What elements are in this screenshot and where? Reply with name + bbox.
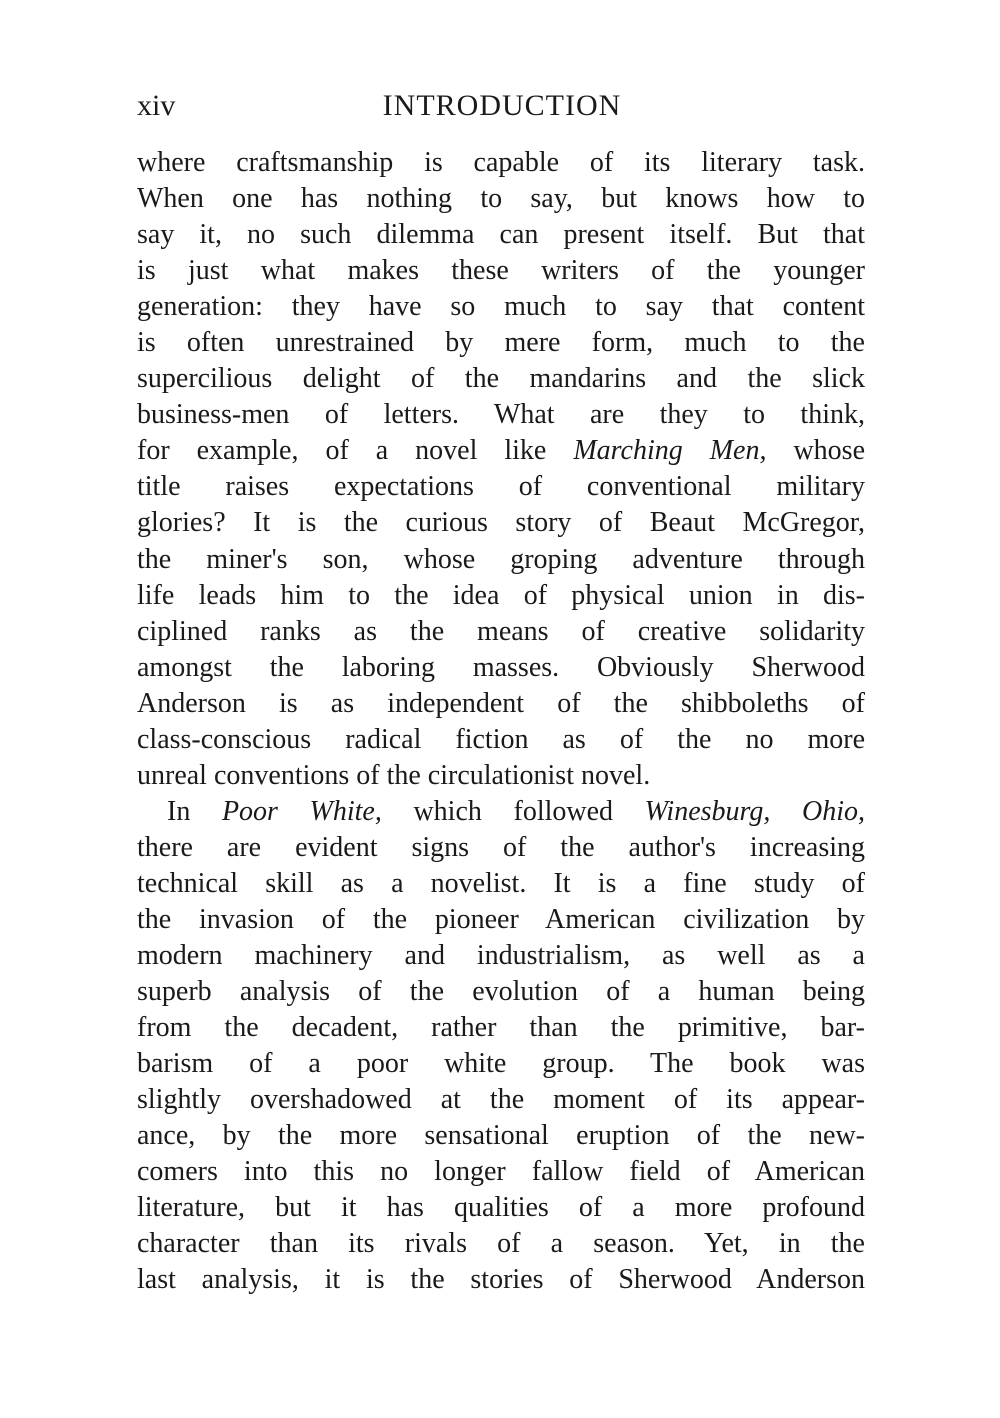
text-line: literature, but it has qualities of a more profound	[137, 1192, 865, 1224]
text-run: which followed	[381, 795, 645, 827]
text-line: there are evident signs of the author's increasing	[137, 831, 865, 863]
text-line: When one has nothing to say, but knows how to	[137, 183, 865, 215]
text-line	[137, 433, 865, 469]
text-line	[137, 794, 865, 830]
text-line: Anderson is as independent of the shibboleths of	[137, 687, 865, 719]
running-title: INTRODUCTION	[382, 89, 622, 122]
text-line: comers into this no longer fallow field of American	[137, 1156, 865, 1188]
text-line: modern machinery and industrialism, as well as a	[137, 940, 865, 972]
text-line: ance, by the more sensational eruption of the new-	[137, 1120, 865, 1152]
text-line: say it, no such dilemma can present itself. But that	[137, 219, 865, 251]
book-title-poor-white: Poor White,	[221, 795, 382, 827]
text-line: the miner's son, whose groping adventure through	[137, 543, 865, 575]
text-line: last analysis, it is the stories of Sherwood Anderson	[137, 1264, 865, 1296]
text-line: supercilious delight of the mandarins and the slick	[137, 363, 865, 395]
book-title-winesburg-ohio: Winesburg, Ohio,	[644, 795, 865, 827]
text-line: ciplined ranks as the means of creative solidarity	[137, 615, 865, 647]
text-line: superb analysis of the evolution of a human being	[137, 976, 865, 1008]
text-line: generation: they have so much to say that content	[137, 291, 865, 323]
paragraph	[137, 145, 865, 794]
body-text	[137, 145, 865, 1299]
text-run: for example, of a novel like	[137, 435, 574, 467]
text-line: life leads him to the idea of physical union in dis-	[137, 579, 865, 611]
page-header	[137, 86, 867, 126]
paragraph	[137, 794, 865, 1299]
text-run: In	[167, 795, 222, 827]
text-line: glories? It is the curious story of Beaut McGregor,	[137, 507, 865, 539]
text-line: is just what makes these writers of the younger	[137, 255, 865, 287]
page-number: xiv	[137, 89, 176, 122]
text-run: whose	[766, 435, 865, 467]
text-line: title raises expectations of conventional military	[137, 471, 865, 503]
text-line: business-men of letters. What are they to think,	[137, 399, 865, 431]
text-line: where craftsmanship is capable of its literary task.	[137, 147, 865, 178]
text-line: barism of a poor white group. The book was	[137, 1048, 865, 1080]
text-line: technical skill as a novelist. It is a fine study of	[137, 867, 865, 899]
text-line: class-conscious radical fiction as of the no more	[137, 723, 865, 755]
book-title-marching-men: Marching Men,	[573, 435, 767, 467]
text-line: the invasion of the pioneer American civilization by	[137, 903, 865, 935]
text-line: amongst the laboring masses. Obviously Sherwood	[137, 651, 865, 683]
text-line: from the decadent, rather than the primitive, bar-	[137, 1012, 865, 1044]
text-line: slightly overshadowed at the moment of its appear-	[137, 1084, 865, 1116]
text-line: is often unrestrained by mere form, much to the	[137, 327, 865, 359]
text-line: character than its rivals of a season. Yet, in the	[137, 1228, 865, 1260]
text-line: unreal conventions of the circulationist novel.	[137, 759, 651, 791]
